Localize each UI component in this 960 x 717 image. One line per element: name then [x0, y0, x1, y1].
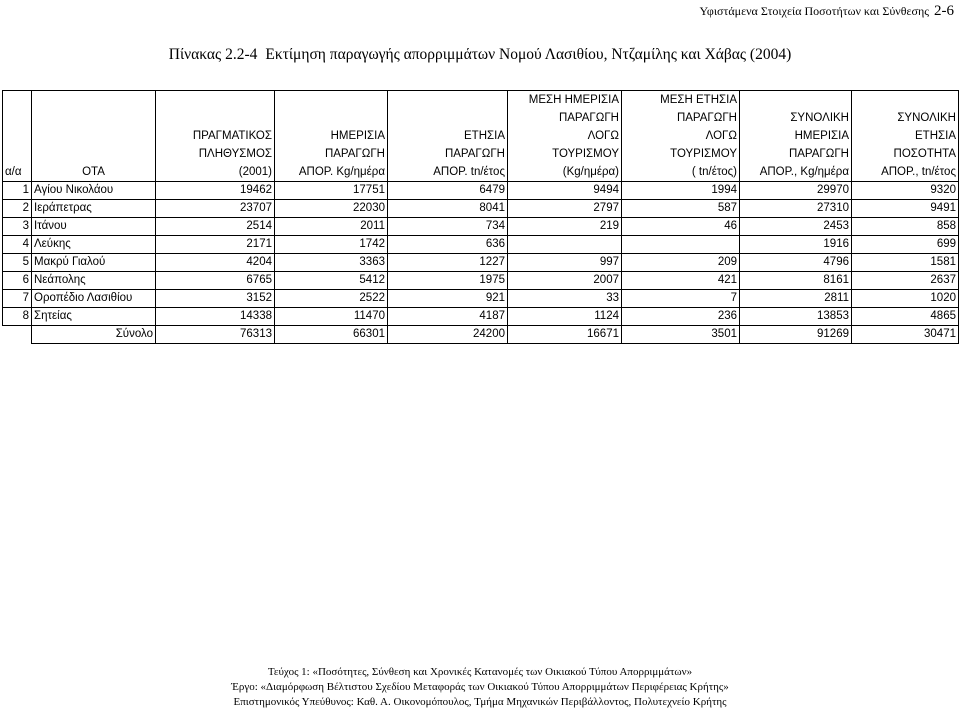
population-cell: 19462 [156, 182, 275, 200]
table-row [3, 182, 959, 200]
table-row [3, 236, 959, 254]
header-total-daily-3: ΠΑΡΑΓΩΓΗ [740, 145, 852, 163]
population-cell: 23707 [156, 200, 275, 218]
annual-cell: 734 [388, 218, 508, 236]
municipality-name: Ιεράπετρας [32, 200, 156, 218]
table-row [3, 218, 959, 236]
total-daily-cell: 27310 [740, 200, 852, 218]
header-daily-1: ΗΜΕΡΙΣΙΑ [275, 127, 388, 145]
annual-cell: 921 [388, 290, 508, 308]
row-index: 7 [3, 290, 32, 308]
tourism-daily-cell: 997 [508, 254, 622, 272]
tourism-daily-cell: 2007 [508, 272, 622, 290]
header-row-4 [3, 145, 959, 163]
daily-cell: 22030 [275, 200, 388, 218]
municipality-name: Νεάπολης [32, 272, 156, 290]
total-daily-cell: 8161 [740, 272, 852, 290]
total-cell: 76313 [156, 326, 275, 344]
table-row [3, 200, 959, 218]
row-index: 6 [3, 272, 32, 290]
population-cell: 3152 [156, 290, 275, 308]
annual-cell: 4187 [388, 308, 508, 326]
annual-cell: 636 [388, 236, 508, 254]
table-row [3, 290, 959, 308]
running-title: Υφιστάμενα Στοιχεία Ποσοτήτων και Σύνθεσης [699, 4, 929, 18]
header-total-annual-2: ΕΤΗΣΙΑ [852, 127, 959, 145]
tourism-daily-cell: 1124 [508, 308, 622, 326]
tourism-annual-cell: 587 [622, 200, 740, 218]
waste-production-table [2, 90, 959, 344]
annual-cell: 8041 [388, 200, 508, 218]
header-row-2 [3, 109, 959, 127]
tourism-daily-cell [508, 236, 622, 254]
municipality-name: Λεύκης [32, 236, 156, 254]
population-cell: 2514 [156, 218, 275, 236]
footer-line-volume: Τεύχος 1: «Ποσότητες, Σύνθεση και Χρονικές Κατανομές των Οικιακού Τύπου Απορριμμάτων» [267, 666, 693, 678]
daily-cell: 3363 [275, 254, 388, 272]
total-cell: 16671 [508, 326, 622, 344]
population-cell: 4204 [156, 254, 275, 272]
municipality-name: Οροπέδιο Λασιθίου [32, 290, 156, 308]
municipality-name: Ιτάνου [32, 218, 156, 236]
daily-cell: 5412 [275, 272, 388, 290]
tourism-annual-cell: 1994 [622, 182, 740, 200]
population-cell: 6765 [156, 272, 275, 290]
header-tourism-annual-3: ΛΟΓΩ [622, 127, 740, 145]
header-total-daily-1: ΣΥΝΟΛΙΚΗ [740, 109, 852, 127]
header-annual-1: ΕΤΗΣΙΑ [388, 127, 508, 145]
header-total-daily-2: ΗΜΕΡΙΣΙΑ [740, 127, 852, 145]
header-ota: ΟΤΑ [32, 163, 156, 182]
municipality-name: Σητείας [32, 308, 156, 326]
row-index: 3 [3, 218, 32, 236]
header-daily-3: ΑΠΟΡ. Kg/ημέρα [275, 163, 388, 182]
total-daily-cell: 2453 [740, 218, 852, 236]
total-row [3, 326, 959, 344]
header-population-2: ΠΛΗΘΥΣΜΟΣ [156, 145, 275, 163]
tourism-daily-cell: 2797 [508, 200, 622, 218]
annual-cell: 6479 [388, 182, 508, 200]
total-cell: 66301 [275, 326, 388, 344]
daily-cell: 17751 [275, 182, 388, 200]
total-daily-cell: 2811 [740, 290, 852, 308]
header-total-annual-3: ΠΟΣΟΤΗΤΑ [852, 145, 959, 163]
table-row [3, 254, 959, 272]
total-daily-cell: 29970 [740, 182, 852, 200]
total-daily-cell: 1916 [740, 236, 852, 254]
page-header [699, 2, 954, 20]
header-annual-3: ΑΠΟΡ. tn/έτος [388, 163, 508, 182]
total-daily-cell: 13853 [740, 308, 852, 326]
caption-title: Εκτίμηση παραγωγής απορριμμάτων Νομού Λασιθίου, Ντζαμίλης και Χάβας (2004) [265, 46, 792, 63]
municipality-name: Μακρύ Γιαλού [32, 254, 156, 272]
row-index: 8 [3, 308, 32, 326]
header-tourism-annual-5: ( tn/έτος) [622, 163, 740, 182]
total-daily-cell: 4796 [740, 254, 852, 272]
total-annual-cell: 2637 [852, 272, 959, 290]
header-row-3 [3, 127, 959, 145]
header-row-5 [3, 163, 959, 182]
population-cell: 2171 [156, 236, 275, 254]
header-aa: α/α [3, 163, 32, 182]
header-tourism-daily-5: (Kg/ημέρα) [508, 163, 622, 182]
tourism-annual-cell: 236 [622, 308, 740, 326]
daily-cell: 2011 [275, 218, 388, 236]
header-row-1 [3, 91, 959, 110]
total-cell: 91269 [740, 326, 852, 344]
total-cell: 3501 [622, 326, 740, 344]
annual-cell: 1227 [388, 254, 508, 272]
row-index: 2 [3, 200, 32, 218]
total-cell: 24200 [388, 326, 508, 344]
total-annual-cell: 1581 [852, 254, 959, 272]
total-annual-cell: 9320 [852, 182, 959, 200]
total-cell: 30471 [852, 326, 959, 344]
tourism-daily-cell: 219 [508, 218, 622, 236]
daily-cell: 2522 [275, 290, 388, 308]
municipality-name: Αγίου Νικολάου [32, 182, 156, 200]
tourism-annual-cell: 209 [622, 254, 740, 272]
page-footer [0, 665, 960, 710]
header-tourism-annual-1: ΜΕΣΗ ΕΤΗΣΙΑ [622, 91, 740, 110]
header-annual-2: ΠΑΡΑΓΩΓΗ [388, 145, 508, 163]
table-row [3, 272, 959, 290]
row-index: 1 [3, 182, 32, 200]
tourism-annual-cell [622, 236, 740, 254]
header-total-annual-4: ΑΠΟΡ., tn/έτος [852, 163, 959, 182]
header-tourism-daily-4: ΤΟΥΡΙΣΜΟΥ [508, 145, 622, 163]
daily-cell: 11470 [275, 308, 388, 326]
header-total-annual-1: ΣΥΝΟΛΙΚΗ [852, 109, 959, 127]
row-index: 4 [3, 236, 32, 254]
caption-number: Πίνακας 2.2-4 [168, 46, 258, 63]
header-population-1: ΠΡΑΓΜΑΤΙΚΟΣ [156, 127, 275, 145]
total-annual-cell: 1020 [852, 290, 959, 308]
annual-cell: 1975 [388, 272, 508, 290]
page-number: 2-6 [934, 3, 954, 19]
daily-cell: 1742 [275, 236, 388, 254]
total-annual-cell: 4865 [852, 308, 959, 326]
header-daily-2: ΠΑΡΑΓΩΓΗ [275, 145, 388, 163]
total-annual-cell: 9491 [852, 200, 959, 218]
header-total-daily-4: ΑΠΟΡ., Kg/ημέρα [740, 163, 852, 182]
table-caption [0, 46, 960, 64]
header-tourism-daily-1: ΜΕΣΗ ΗΜΕΡΙΣΙΑ [508, 91, 622, 110]
tourism-annual-cell: 46 [622, 218, 740, 236]
footer-line-supervisor: Επιστημονικός Υπεύθυνος: Καθ. Α. Οικονομόπουλος, Τμήμα Μηχανικών Περιβάλλοντος, Πολυτεχνείο Κρήτης [233, 696, 727, 708]
tourism-annual-cell: 7 [622, 290, 740, 308]
total-annual-cell: 858 [852, 218, 959, 236]
header-tourism-annual-4: ΤΟΥΡΙΣΜΟΥ [622, 145, 740, 163]
header-tourism-daily-2: ΠΑΡΑΓΩΓΗ [508, 109, 622, 127]
header-tourism-daily-3: ΛΟΓΩ [508, 127, 622, 145]
total-label: Σύνολο [32, 326, 156, 344]
header-tourism-annual-2: ΠΑΡΑΓΩΓΗ [622, 109, 740, 127]
row-index: 5 [3, 254, 32, 272]
header-population-3: (2001) [156, 163, 275, 182]
total-annual-cell: 699 [852, 236, 959, 254]
tourism-annual-cell: 421 [622, 272, 740, 290]
footer-line-project: Έργο: «Διαμόρφωση Βέλτιστου Σχεδίου Μεταφοράς των Οικιακού Τύπου Απορριμμάτων Περιφέρειας Κρήτης» [231, 681, 729, 693]
population-cell: 14338 [156, 308, 275, 326]
table-row [3, 308, 959, 326]
tourism-daily-cell: 33 [508, 290, 622, 308]
tourism-daily-cell: 9494 [508, 182, 622, 200]
